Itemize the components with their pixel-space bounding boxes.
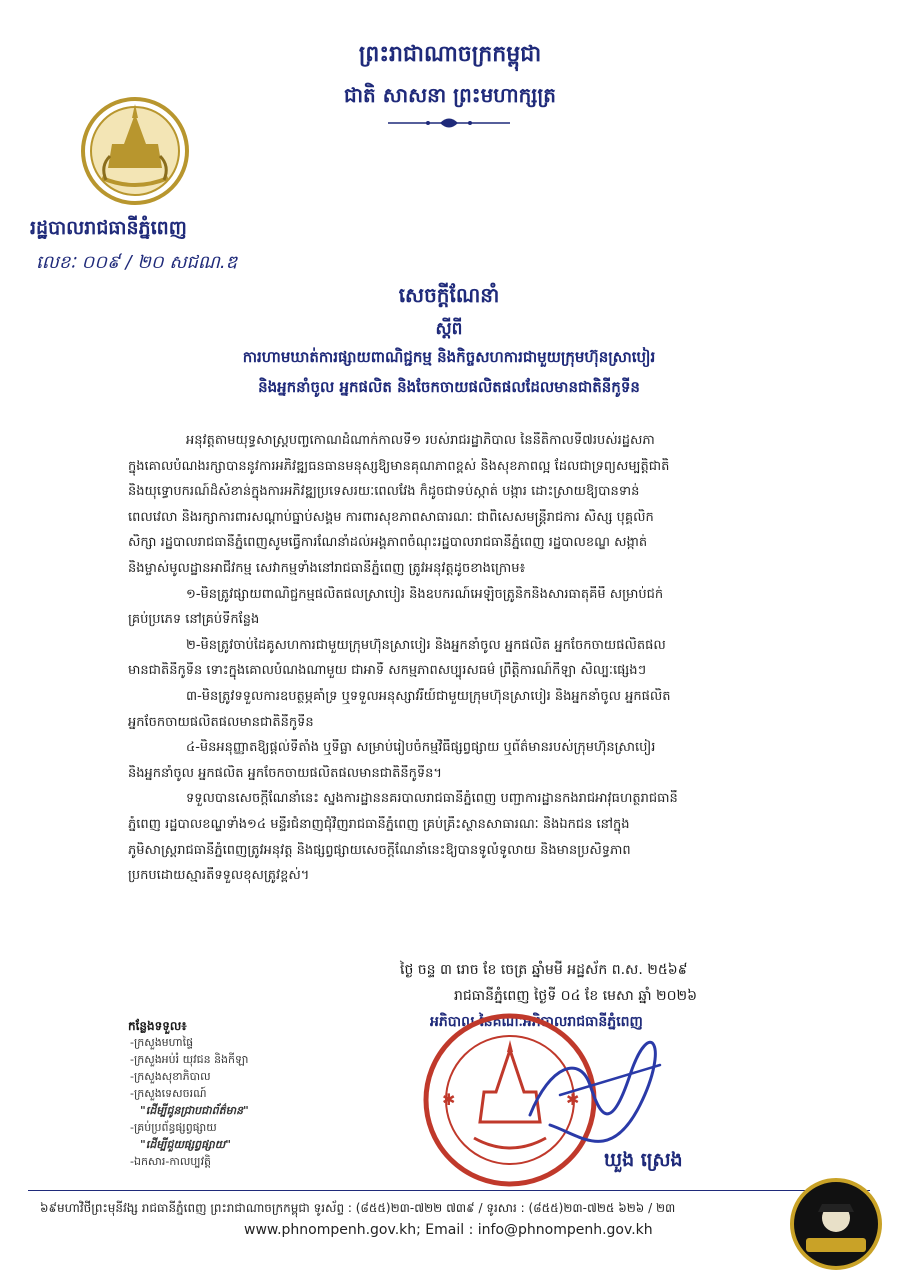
recipient-item: -ក្រសួងមហាផ្ទៃ (130, 1036, 194, 1049)
svg-text:✱: ✱ (566, 1090, 580, 1109)
document-type: សេចក្ដីណែនាំ (398, 283, 500, 307)
body-line: ទទួលបានសេចក្ដីណែនាំនេះ ស្នងការដ្ឋាននគរបាលរាជធានីភ្នំពេញ បញ្ជាការដ្ឋានកងរាជអាវុធហត្ថរាជធានី (186, 791, 678, 807)
footer-website: www.phnompenh.gov.kh; Email : info@phnompenh.gov.kh (244, 1222, 653, 1238)
body-line: ពេលវេលា និងរក្សាការពារសណ្ដាប់ធ្នាប់សង្គម ការពារសុខភាពសាធារណៈ ជាពិសេសមន្ត្រីរាជការ សិស្ស បុគ្គលិក (128, 509, 654, 525)
body-line: សិក្សា រដ្ឋបាលរាជធានីភ្នំពេញសូមធ្វើការណែនាំដល់អង្គភាពចំណុះរដ្ឋបាលរាជធានីភ្នំពេញ រដ្ឋបាលខណ្ឌ សង្កាត់ (128, 535, 648, 551)
signer-name: ឃួង ស្រេង (604, 1149, 683, 1171)
body-line: គ្រប់ប្រភេទ នៅគ្រប់ទីកន្លែង (128, 612, 260, 628)
handwritten-signature (520, 1035, 680, 1145)
body-line: អនុវត្តតាមយុទ្ធសាស្ត្របញ្ចកោណដំណាក់កាលទី១ របស់រាជរដ្ឋាភិបាល នៃនីតិកាលទី៧របស់រដ្ឋសភា (186, 433, 655, 448)
body-line: ៤-មិនអនុញ្ញាតឱ្យផ្តល់ទីតាំង ឬទីធ្លា សម្រាប់រៀបចំកម្មវិធីផ្សព្វផ្សាយ ឬព័ត៌មានរបស់ក្រុមហ៊ុនស្រាបៀរ (186, 740, 656, 756)
footer-address: ៦៩មហាវិថីព្រះមុនីវង្ស រាជធានីភ្នំពេញ ព្រះរាជាណាចក្រកម្ពុជា ទូរស័ព្ទ : (៨៥៥)២៣-៧២២ ៧៣៩ / ទូរសារ : (៨៥៥)២៣-៧២៥ ៦២៦ / ២៣ (40, 1201, 676, 1215)
body-line: មានជាតិនីកូទីន ទោះក្នុងគោលបំណងណាមួយ ជាអាទិ៍ សកម្មភាពសប្បុរសធម៌ ព្រឹត្តិការណ៍កីឡា សិល្បៈផ្សេងៗ (128, 663, 647, 679)
recipient-item: "ដើម្បីជួយផ្សព្វផ្សាយ" (140, 1138, 231, 1151)
body-line: ២-មិនត្រូវចាប់ដៃគូសហការជាមួយក្រុមហ៊ុនស្រាបៀរ និងអ្នកនាំចូល អ្នកផលិត អ្នកចែកចាយផលិតផល (186, 637, 666, 653)
recipient-item: -ក្រសួងទេសចរណ៍ (130, 1087, 207, 1100)
body-line: ៣-មិនត្រូវទទួលការឧបត្ថម្ភគាំទ្រ ឬទទួលអនុស្សាវរីយ៍ជាមួយក្រុមហ៊ុនស្រាបៀរ និងអ្នកនាំចូល អ្នកផលិត (186, 689, 671, 704)
body-line: អ្នកចែកចាយផលិតផលមានជាតិនីកូទីន (128, 714, 314, 730)
issuing-authority: រដ្ឋបាលរាជធានីភ្នំពេញ (30, 217, 187, 239)
body-line: ១-មិនត្រូវផ្សាយពាណិជ្ជកម្មផលិតផលស្រាបៀរ និងឧបករណ៍អេឡិចត្រូនិកនិងសារធាតុគីមី សម្រាប់ជក់ (186, 586, 664, 602)
body-line: ក្នុងគោលបំណងរក្សាបាននូវការអភិវឌ្ឍធនធានមនុស្សឱ្យមានគុណភាពខ្ពស់ និងសុខភាពល្អ ដែលជាទ្រព្យសម្បត្តិជាតិ (128, 458, 670, 474)
body-line: និងយុទ្ធោបករណ៍ដ៏សំខាន់ក្នុងការអភិវឌ្ឍប្រទេសរយៈពេលវែង ក៏ដូចជាទប់ស្កាត់ បង្ការ ដោះស្រាយឱ្យបានទាន់ (128, 484, 640, 500)
body-line: និងអ្នកនាំចូល អ្នកផលិត អ្នកចែកចាយផលិតផលមានជាតិនីកូទីន។ (128, 765, 442, 781)
body-line: ភូមិសាស្ត្ររាជធានីភ្នំពេញត្រូវអនុវត្ត និងផ្សព្វផ្សាយសេចក្ដីណែនាំនេះឱ្យបានទូលំទូលាយ និងមានប្រសិទ្ធភាព (128, 842, 631, 858)
reference-number: លេខៈ ០០៩ / ២០ សជណ.ឌ (36, 252, 238, 273)
municipal-seal-logo (80, 96, 190, 206)
recipient-item: -ក្រសួងសុខាភិបាល (130, 1070, 211, 1083)
recipients-title: កន្លែងទទួល៖ (128, 1019, 187, 1033)
recipient-item: -ក្រសួងអប់រំ យុវជន និងកីឡា (130, 1053, 249, 1066)
subject-line-1: ការហាមឃាត់ការផ្សាយពាណិជ្ជកម្ម និងកិច្ចសហការជាមួយក្រុមហ៊ុនស្រាបៀរ (242, 348, 656, 366)
footer-divider (28, 1190, 870, 1191)
signer-title: អភិបាល នៃគណៈអភិបាលរាជធានីភ្នំពេញ (430, 1014, 643, 1030)
watermark-badge (790, 1178, 882, 1270)
lunar-date: ថ្ងៃ ចន្ទ ៣ រោច ខែ ចេត្រ ឆ្នាំមមី អដ្ឋស័ក ព.ស. ២៥៦៩ (400, 962, 688, 978)
national-motto: ជាតិ សាសនា ព្រះមហាក្សត្រ (344, 83, 556, 107)
kingdom-title: ព្រះរាជាណាចក្រកម្ពុជា (358, 41, 542, 67)
recipient-item: "ដើម្បីជូនជ្រាបជាព័ត៌មាន" (140, 1104, 249, 1117)
subject-line-2: និងអ្នកនាំចូល អ្នកផលិត និងចែកចាយផលិតផលដែលមានជាតិនីកូទីន (258, 378, 640, 396)
recipient-item: -ឯកសារ-កាលប្បវត្តិ (130, 1155, 212, 1168)
about-label: ស្ដីពី (435, 319, 463, 339)
body-line: និងម្ចាស់មូលដ្ឋានអាជីវកម្ម សេវាកម្មទាំងនៅរាជធានីភ្នំពេញ ត្រូវអនុវត្តដូចខាងក្រោម៖ (128, 561, 526, 576)
ornament-divider (388, 116, 510, 130)
solar-date: រាជធានីភ្នំពេញ ថ្ងៃទី ០៤ ខែ មេសា ឆ្នាំ ២០២៦ (454, 988, 698, 1004)
svg-text:✱: ✱ (442, 1090, 456, 1109)
body-line: ប្រកបដោយស្មារតីទទួលខុសត្រូវខ្ពស់។ (128, 868, 310, 884)
body-line: ភ្នំពេញ រដ្ឋបាលខណ្ឌទាំង១៤ មន្ទីរជំនាញជុំវិញរាជធានីភ្នំពេញ គ្រប់គ្រឹះស្ថានសាធារណៈ និងឯកជន នៅក្នុង (128, 817, 630, 832)
recipient-item: -គ្រប់ប្រព័ន្ធផ្សព្វផ្សាយ (130, 1121, 217, 1134)
